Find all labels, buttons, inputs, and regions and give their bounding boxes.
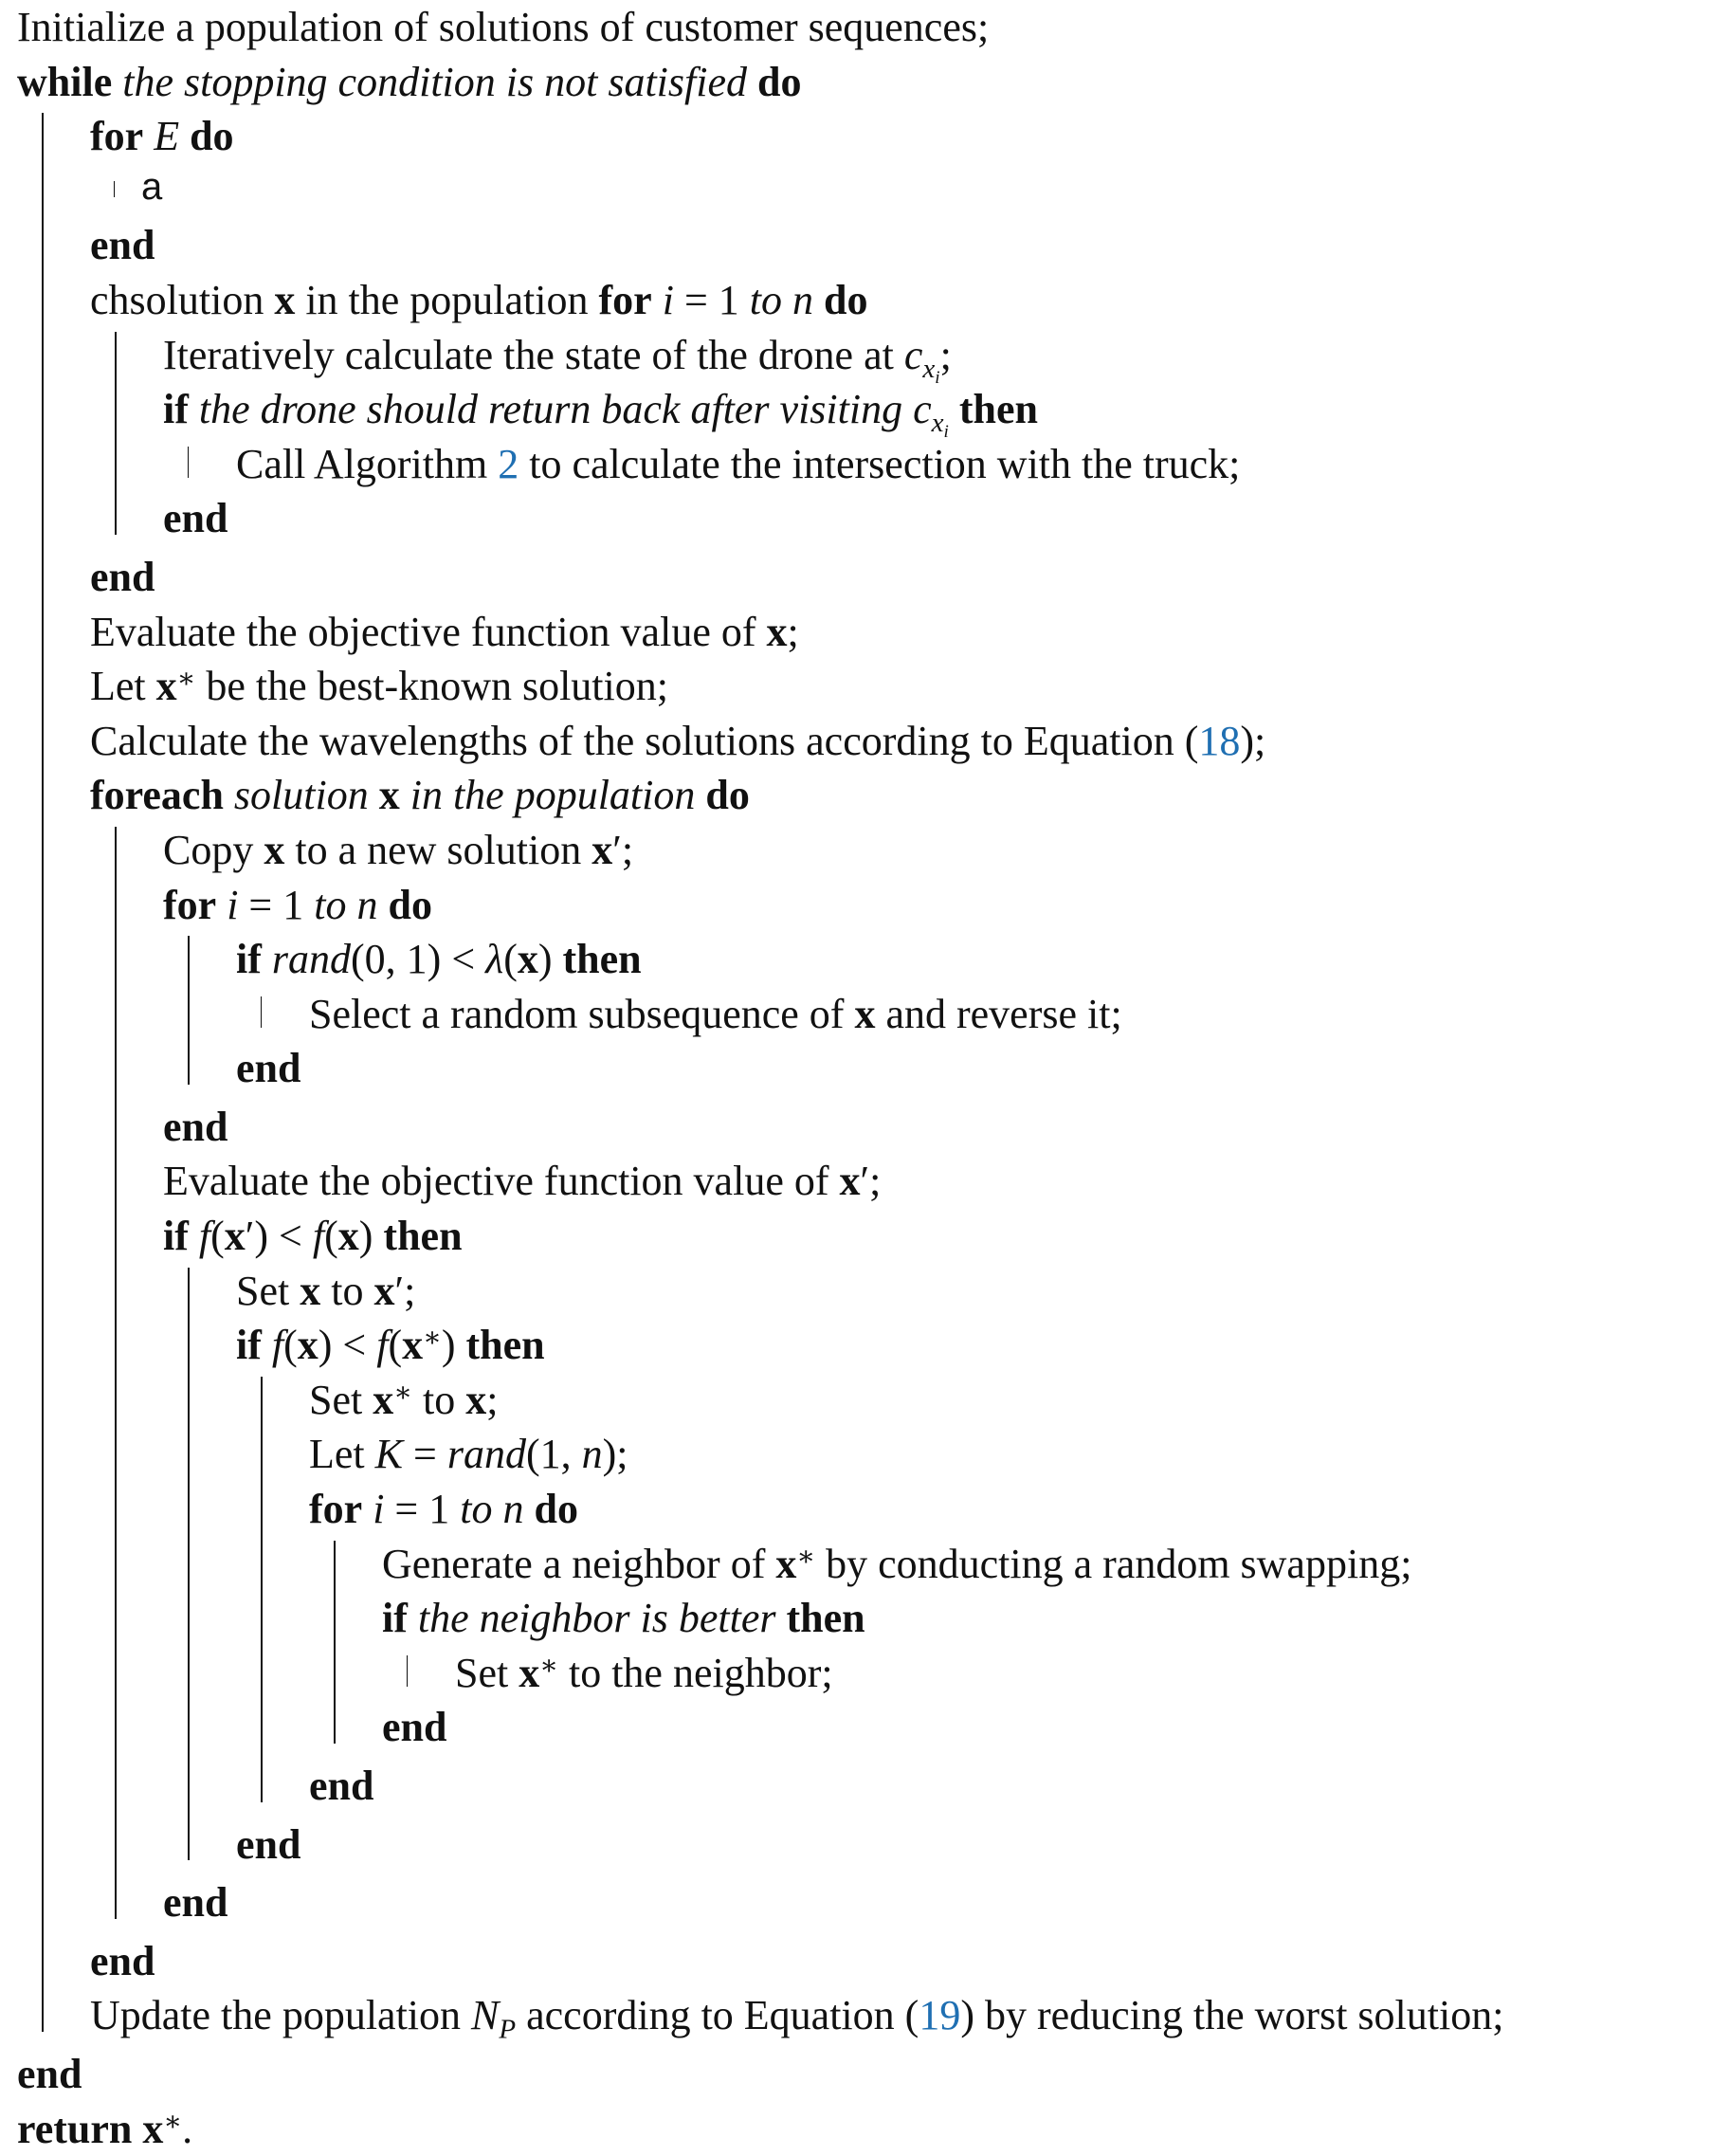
block-bar [115,827,117,1919]
keyword-if: if [163,386,189,433]
keyword-end: end [163,1103,228,1150]
keyword-do: do [757,58,802,105]
keyword-then: then [383,1213,463,1260]
keyword-return: return [17,2105,133,2152]
line-end [163,491,1710,546]
foreach-condition: in the population [410,772,696,819]
line-text: Update the population [90,1992,462,2039]
keyword-do: do [534,1486,578,1533]
line-if-fxstar: if f(x) < f(x∗) then [236,1322,545,1369]
line-text: chsolution [90,276,264,323]
placeholder-a: a [141,165,163,208]
keyword-for: for [598,276,652,323]
keyword-for: for [163,881,217,928]
line-a [141,164,1710,208]
block-bar [115,332,117,535]
if-condition: the neighbor is better [417,1595,776,1642]
line-initialize [17,0,1710,55]
keyword-if: if [236,1322,262,1369]
keyword-do: do [388,881,432,928]
if-return-body [163,437,1710,492]
line-text: by conducting a random swapping; [826,1540,1412,1587]
algorithm-listing [17,0,1710,2156]
keyword-end: end [17,2050,82,2097]
line-text: to [331,1267,364,1314]
line-if-fx: if f(x′) < f(x) then [163,1213,463,1260]
line-end [163,1100,1710,1155]
for-E-body [90,164,1710,219]
line-text: Copy [163,826,254,873]
keyword-if: if [236,936,262,983]
foreach-body [90,823,1710,1930]
keyword-end: end [382,1704,447,1751]
keyword-end: end [90,553,155,600]
for-i-body-2 [163,932,1710,1096]
line-wavelengths [90,714,1710,769]
line-text: Evaluate the objective function value of [163,1158,829,1205]
line-foreach: foreach solution x in the population do [90,772,750,819]
line-evaluate-xprime: Evaluate the objective function value of x′; [163,1158,882,1205]
line-text: Set [236,1267,290,1314]
line-text: Calculate the wavelengths of the solutions according to Equation ( [90,717,1199,764]
if-condition: the drone should return back after visiting [198,386,903,433]
keyword-then: then [958,386,1038,433]
if-fxstar-body [236,1373,1710,1814]
line-text: Let [90,663,146,710]
keyword-if: if [382,1595,408,1642]
line-text: Select a random subsequence of [309,990,845,1037]
var-n: n [792,276,813,323]
line-for-E [90,109,1710,164]
keyword-end: end [236,1045,301,1092]
for-i-body-3 [309,1537,1710,1755]
block-bar [188,447,189,479]
line-text: Iteratively calculate the state of the drone at [163,331,894,378]
line-text: to [422,1376,456,1423]
block-bar [188,1268,190,1861]
keyword-then: then [465,1322,545,1369]
line-text: Generate a neighbor of [382,1540,766,1587]
line-set-xstar-neighbor: Set x∗ to the neighbor; [455,1649,833,1696]
keyword-then: then [562,936,642,983]
while-condition: the stopping condition is not satisfied [122,58,748,105]
block-bar [407,1655,408,1688]
line-text: be the best-known solution; [206,663,668,710]
line-text: Call Algorithm [236,440,488,487]
keyword-end: end [236,1820,301,1868]
line-generate-neighbor: Generate a neighbor of x∗ by conducting a random swapping; [382,1540,1412,1587]
foreach-condition: solution [233,772,369,819]
block-bar [42,113,44,2032]
keyword-end: end [90,1937,155,1984]
line-copy: Copy x to a new solution x′; [163,826,634,873]
line-for-i-2: for i = 1 to n do [163,881,432,928]
line-end [236,1818,1710,1873]
keyword-end: end [163,1879,228,1927]
line-text: Evaluate the objective function value of [90,608,756,655]
keyword-do: do [705,772,750,819]
keyword-do: do [190,113,234,160]
block-bar [334,1541,336,1744]
line-if-neighbor [382,1591,1710,1646]
algorithm-ref-link[interactable]: 2 [498,440,519,487]
line-end [90,1934,1710,1989]
line-end [236,1041,1710,1096]
block-bar [114,181,115,198]
for-i-body-1 [90,328,1710,546]
word-to: to [749,276,782,323]
keyword-end: end [90,222,155,269]
line-end [90,218,1710,273]
equation-18-link[interactable]: 18 [1198,717,1241,764]
line-iteratively: Iteratively calculate the state of the drone at $c_{x_i}$; [163,331,952,388]
block-bar [261,996,262,1029]
line-text: ) by reducing the worst solution; [960,1992,1504,2039]
line-call-algorithm [236,437,1710,492]
line-update-population: Update the population $N_P$ according to Equation (19) by reducing the worst solution; [90,1992,1504,2045]
line-text: according to Equation ( [526,1992,919,2039]
while-body [17,109,1710,2043]
line-end-while [17,2047,1710,2102]
keyword-foreach: foreach [90,772,224,819]
line-for-i-3: for i = 1 to n do [309,1486,578,1533]
if-fx-body [163,1264,1710,1873]
keyword-do: do [824,276,868,323]
line-return: return x∗. [17,2105,193,2152]
line-let-K: Let K = rand(1, n); [309,1431,628,1478]
if-neighbor-body [382,1646,1710,1701]
keyword-for: for [90,113,144,160]
keyword-while: while [17,58,113,105]
line-text: ); [1240,717,1266,764]
equation-19-link[interactable]: 19 [919,1992,961,2039]
line-text: Set [309,1376,363,1423]
keyword-end: end [309,1763,374,1809]
block-bar [261,1377,263,1802]
line-select-subsequence: Select a random subsequence of x and reverse it; [309,990,1122,1037]
line-text: Let [309,1431,365,1478]
keyword-then: then [786,1595,865,1642]
if-rand-body [236,987,1710,1042]
line-text: to the neighbor; [568,1649,833,1696]
var-x: x [274,276,296,323]
var-E: E [154,113,180,160]
line-if-rand: if rand(0, 1) < λ(x) then [236,936,642,983]
line-if-return: if the drone should return back after visiting $c_{x_i}$ then [163,386,1038,443]
line-text: and reverse it; [885,990,1122,1037]
line-text: Set [455,1649,509,1696]
line-end [163,1875,1710,1930]
keyword-for: for [309,1486,363,1533]
line-let-xstar: Let x∗ be the best-known solution; [90,663,668,710]
line-end [90,550,1710,605]
keyword-if: if [163,1213,189,1260]
line-set-xstar: Set x∗ to x; [309,1376,499,1423]
line-chsolution: chsolution x in the population for i = 1 to n do [90,276,868,323]
line-end [309,1759,1710,1814]
line-text: to calculate the intersection with the truck; [529,440,1241,487]
line-while [17,55,1710,110]
line-end [382,1700,1710,1755]
line-evaluate-x: Evaluate the objective function value of x; [90,608,799,655]
line-text: to a new solution [295,826,582,873]
line-text: in the population [305,276,589,323]
line-text: Initialize a population of solutions of customer sequences; [17,4,990,50]
keyword-end: end [163,495,228,542]
line-set-x: Set x to x′; [236,1267,416,1314]
block-bar [188,936,190,1085]
